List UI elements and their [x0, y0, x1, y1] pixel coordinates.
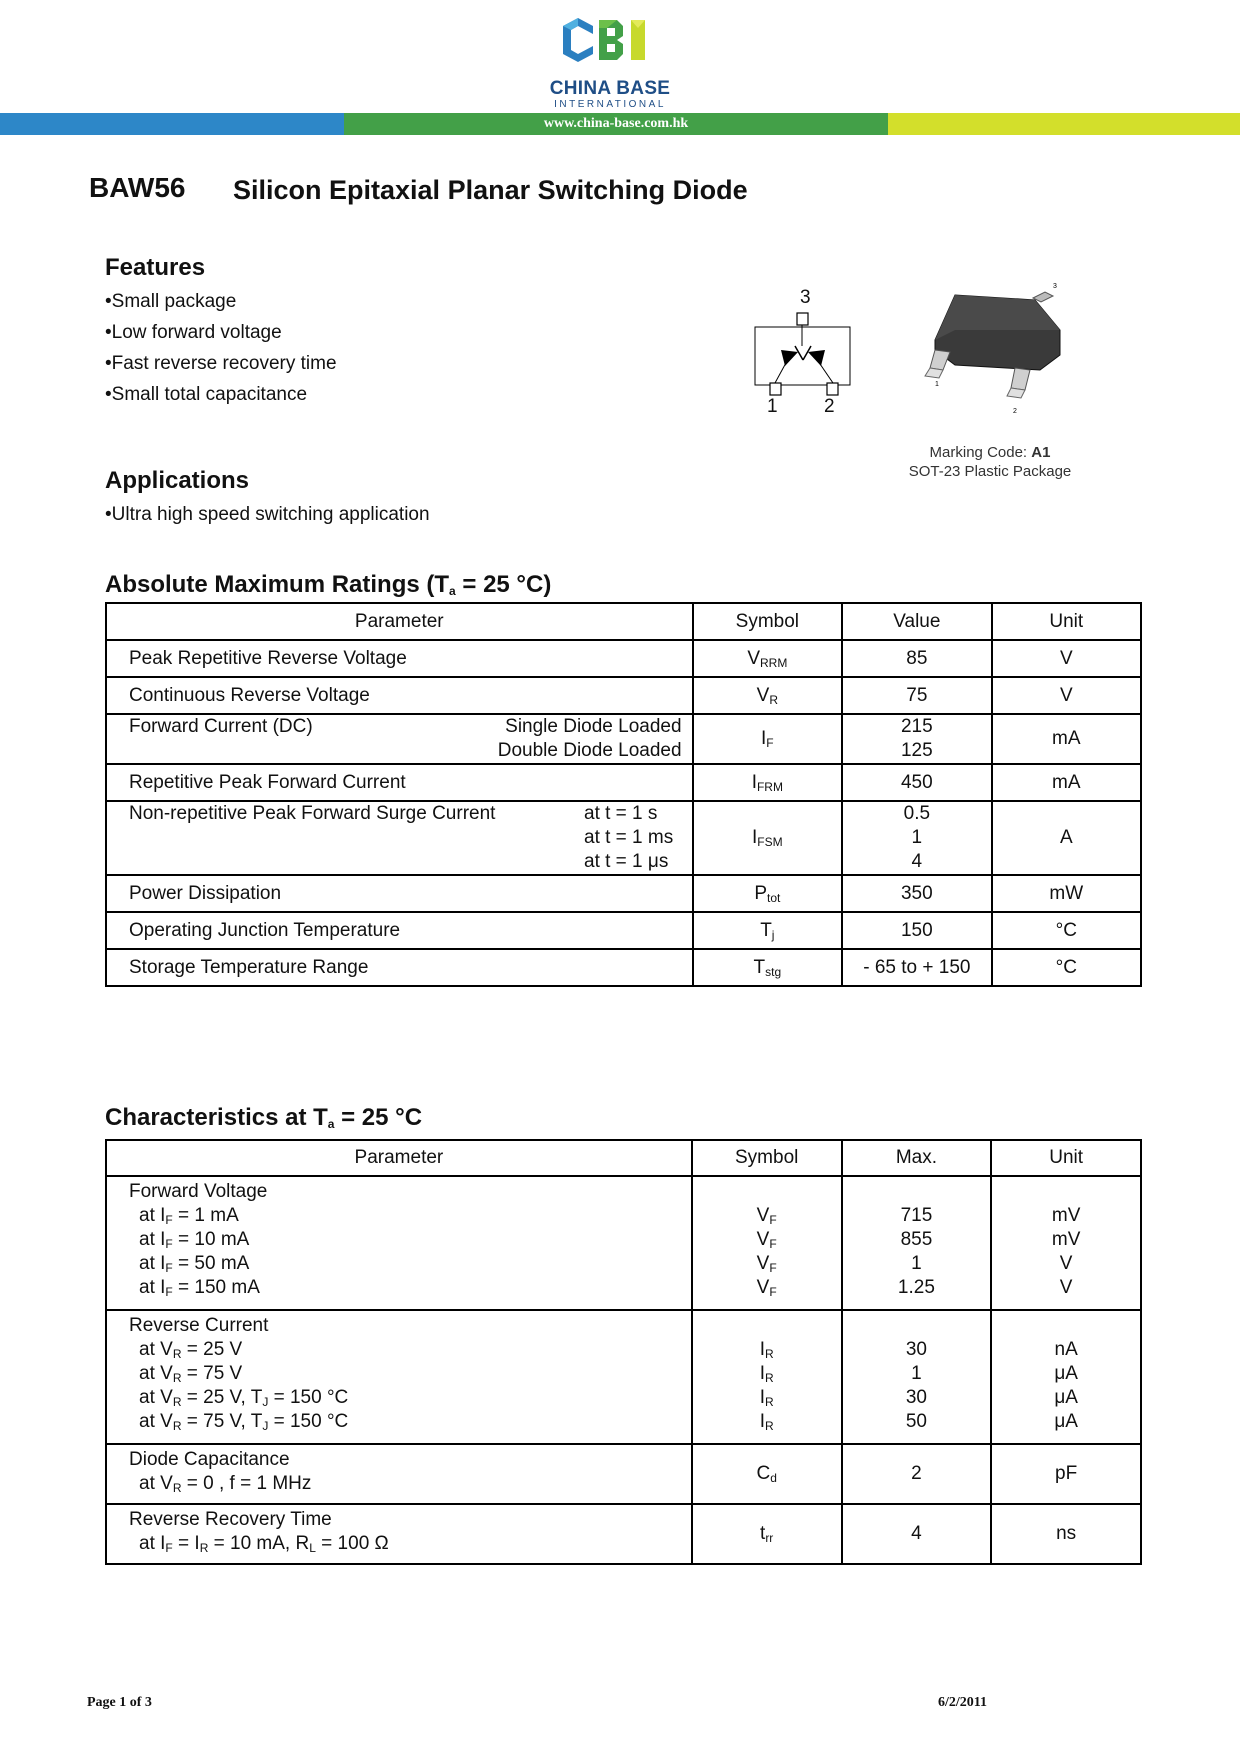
col-unit: Unit	[991, 1140, 1141, 1176]
features-list	[105, 286, 337, 410]
logo-i-glyph	[631, 20, 645, 60]
list-item: • Fast reverse recovery time	[105, 348, 337, 379]
characteristics-title: Characteristics at $T_a = 25$ °C	[105, 1104, 423, 1131]
table-row: Reverse Recovery Time at $I_F = I_R = 10$ mA, $R_L = 100$ Ω $t_{rr}$ 4 ns	[106, 1504, 1141, 1564]
col-max: Max.	[842, 1140, 992, 1176]
header-bar-blue	[0, 113, 344, 135]
pkg-pin-2-label: 2	[1013, 408, 1017, 415]
col-parameter: Parameter	[106, 603, 693, 640]
table-row: Forward Voltage at $I_F = 1$ mA at $I_F = 10$ mA at $I_F = 50$ mA at $I_F = 150$ mA $V_F$ $V_F$ $V_F$ $V_F$ 715 855 1 1.25 mV mV V V	[106, 1176, 1141, 1310]
table-row: Operating Junction Temperature $T_j$ 150 °C	[106, 912, 1141, 949]
list-item: • Low forward voltage	[105, 317, 337, 348]
pkg-pin-3-label: 3	[1053, 283, 1057, 290]
table-row: Continuous Reverse Voltage $V_R$ 75 V	[106, 677, 1141, 714]
characteristics-table	[105, 1139, 1142, 1565]
table-row: Power Dissipation $P_{tot}$ 350 mW	[106, 875, 1141, 912]
table-row: Reverse Current at $V_R = 25$ V at $V_R = 75$ V at $V_R = 25$ V, $T_J = 150$ °C at $V_R = 75$ V, $T_J = 150$ °C $I_R$ $I_R$ $I_R$ $I_R$ 30 1 30 50 nA μA μA μA	[106, 1310, 1141, 1444]
col-unit: Unit	[992, 603, 1141, 640]
table-row: Non-repetitive Peak Forward Surge Current at t = 1 s at t = 1 ms at t = 1 μs $I_{FSM}$ 0.5 1 4 A	[106, 801, 1141, 875]
logo-b-glyph	[599, 20, 623, 60]
abs-max-table	[105, 602, 1142, 987]
website-link[interactable]: www.china-base.com.hk	[543, 116, 689, 131]
pin-2-label: 2	[824, 396, 835, 417]
package-type: SOT-23 Plastic Package	[908, 463, 1072, 480]
company-logo	[553, 16, 663, 76]
col-symbol: Symbol	[693, 603, 843, 640]
table-row: Storage Temperature Range $T_{stg}$ - 65 to + 150 °C	[106, 949, 1141, 986]
list-item: • Small total capacitance	[105, 379, 337, 410]
features-heading: Features	[105, 254, 206, 281]
part-description: Silicon Epitaxial Planar Switching Diode	[233, 175, 748, 205]
col-parameter: Parameter	[106, 1140, 692, 1176]
document-date: 6/2/2011	[938, 1695, 988, 1710]
applications-heading: Applications	[105, 467, 250, 494]
marking-info	[860, 443, 1120, 481]
marking-label: Marking Code:	[929, 444, 1032, 461]
table-row: Repetitive Peak Forward Current $I_{FRM}$ 450 mA	[106, 764, 1141, 801]
list-item: • Ultra high speed switching application	[105, 499, 430, 530]
table-row: Forward Current (DC) Single Diode Loaded Double Diode Loaded $I_F$ 215 125 mA	[106, 714, 1141, 764]
sot23-package-image	[915, 283, 1075, 420]
pkg-pin-1-label: 1	[935, 381, 939, 388]
pin-1-label: 1	[767, 396, 778, 417]
col-value: Value	[842, 603, 991, 640]
table-row: Peak Repetitive Reverse Voltage $V_{RRM}$ 85 V	[106, 640, 1141, 677]
logo-c-glyph	[563, 18, 593, 62]
header-bar-lime	[888, 113, 1240, 135]
page-number: Page 1 of 3	[87, 1695, 152, 1710]
applications-list	[105, 499, 430, 530]
brand-name: CHINA BASE	[549, 78, 671, 99]
pin-3-label: 3	[800, 287, 811, 308]
table-row: Diode Capacitance at $V_R = 0$ , f = 1 MHz $C_d$ 2 pF	[106, 1444, 1141, 1504]
part-number: BAW56	[89, 172, 186, 203]
abs-max-title: Absolute Maximum Ratings ($T_a = 25$ °C)	[105, 571, 552, 598]
marking-code: A1	[1031, 444, 1051, 461]
list-item: • Small package	[105, 286, 337, 317]
col-symbol: Symbol	[692, 1140, 842, 1176]
brand-subtitle: INTERNATIONAL	[554, 99, 666, 110]
